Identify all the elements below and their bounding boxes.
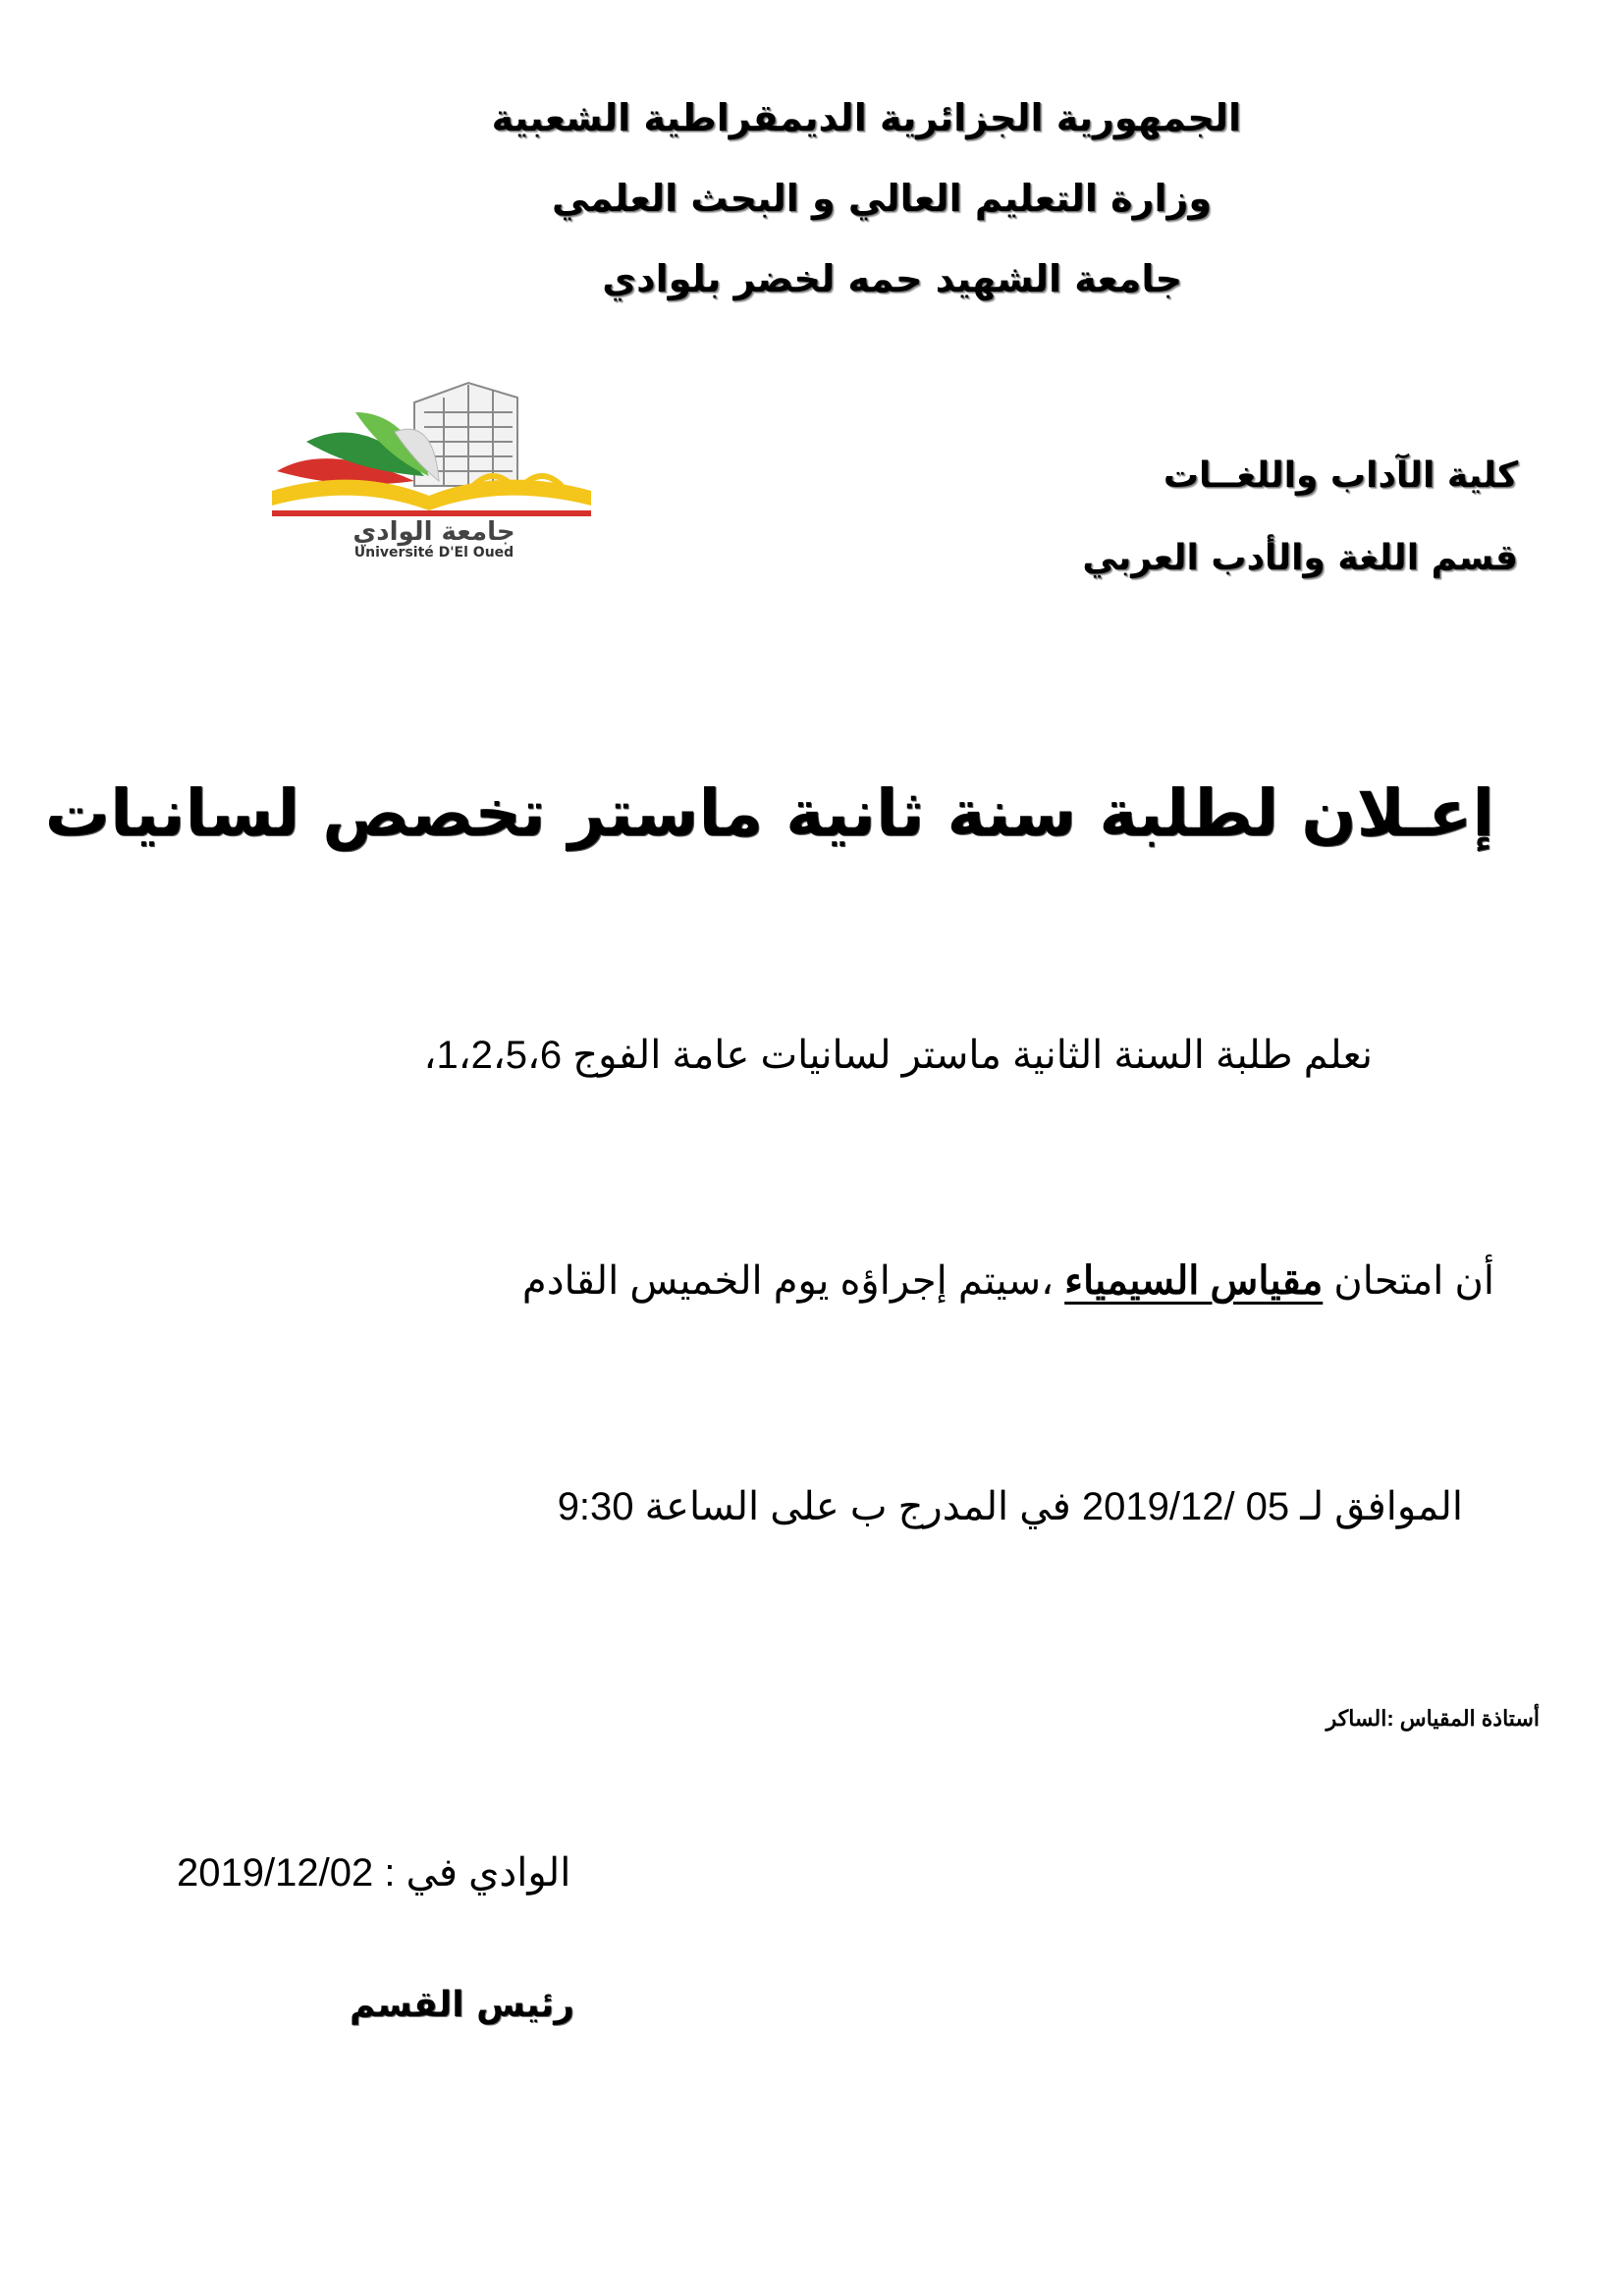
department-head-signature: رئيس القسم bbox=[350, 1985, 574, 2025]
college-name: كلية الآداب واللغــات bbox=[1163, 455, 1518, 496]
announcement-title: إعـلان لطلبة سنة ثانية ماستر تخصص لسانيات bbox=[44, 775, 1494, 851]
republic-heading: الجمهورية الجزائرية الديمقراطية الشعبية bbox=[491, 96, 1241, 139]
exam-prefix: أن امتحان bbox=[1333, 1259, 1494, 1303]
logo-arabic-text: جامعة الوادي bbox=[352, 517, 515, 547]
announcement-line-1: نعلم طلبة السنة الثانية ماستر لسانيات عامة الفوج 1،2،5،6، bbox=[423, 1034, 1373, 1077]
university-logo-icon bbox=[267, 373, 601, 560]
announcement-line-2 bbox=[522, 1258, 1494, 1304]
ministry-heading: وزارة التعليم العالي و البحث العلمي bbox=[552, 177, 1212, 220]
teacher-name: أستاذة المقياس :الساكر bbox=[1326, 1706, 1540, 1731]
university-heading: جامعة الشهيد حمه لخضر بلوادي bbox=[602, 257, 1182, 300]
place-date: الوادي في : 2019/12/02 bbox=[177, 1851, 571, 1895]
department-name: قسم اللغة والأدب العربي bbox=[1082, 538, 1518, 578]
announcement-line-3: الموافق لـ 05 /2019/12 في المدرج ب على الساعة 9:30 bbox=[557, 1485, 1463, 1528]
exam-suffix: ،سيتم إجراؤه يوم الخميس القادم bbox=[521, 1259, 1055, 1303]
logo-latin-text: Université D'El Oued bbox=[353, 545, 514, 560]
exam-subject: مقياس السيمياء bbox=[1064, 1259, 1324, 1303]
university-logo bbox=[267, 373, 601, 560]
